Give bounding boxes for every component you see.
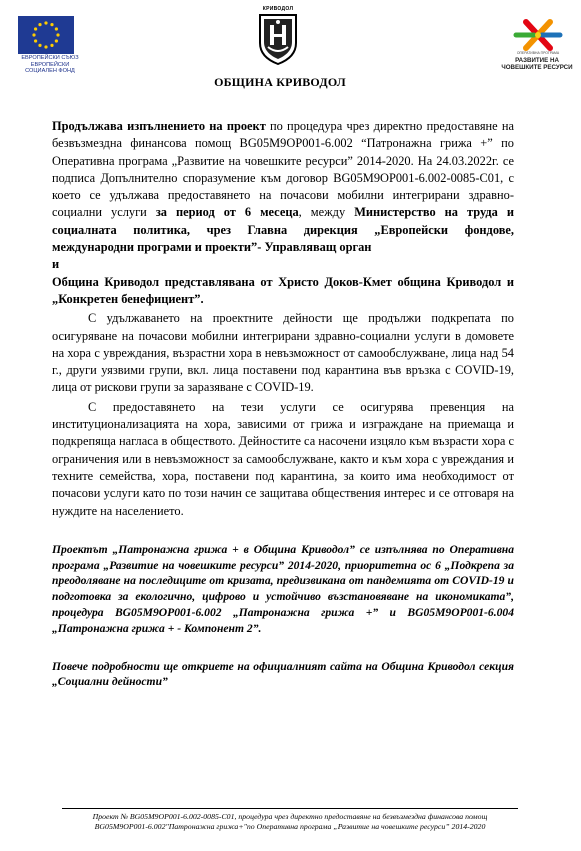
crest-label: КРИВОДОЛ	[262, 6, 294, 12]
eu-star-icon	[34, 27, 37, 30]
eu-star-icon	[44, 21, 47, 24]
eu-flag-icon	[18, 16, 74, 54]
eu-star-icon	[32, 33, 35, 36]
program-caption: РАЗВИТИЕ НА ЧОВЕШКИТЕ РЕСУРСИ	[501, 57, 573, 72]
eu-star-icon	[50, 23, 53, 26]
eu-star-icon	[50, 44, 53, 47]
document-body	[52, 118, 514, 690]
eu-star-icon	[55, 39, 58, 42]
eu-star-icon	[55, 27, 58, 30]
paragraph-beneficiary: Община Криводол представлявана от Христо Доков-Кмет община Криводол и „Конкретен бенефициент”.	[52, 274, 514, 306]
footnote: Проект № BG05M9OP001-6.002-0085-C01, процедура чрез директно предоставяне на безвъзмездна финансова помощ BG05M9OP001-6.002"Патронажна грижа+"по Оперативна програма „Развитие на човешките ресурси” 2014-2020	[92, 812, 488, 831]
municipality-crest-icon	[258, 13, 298, 65]
eu-star-icon	[56, 33, 59, 36]
municipality-name: ОБЩИНА КРИВОДОЛ	[214, 75, 346, 89]
paragraph-more-details: Повече подробности ще откриете на официалният сайта на Община Криводол секция „Социални дейности”	[52, 659, 514, 689]
human-resources-program-logo-icon	[512, 18, 564, 52]
paragraph-and: и	[52, 257, 60, 272]
eu-star-icon	[34, 39, 37, 42]
eu-star-icon	[38, 23, 41, 26]
eu-star-icon	[38, 44, 41, 47]
paragraph-project-extension: Продължава изпълнението на проект по процедура чрез директно предоставяне на безвъзмездна финансова помощ BG05M9OP001-6.002 “Патронажна грижа +” по Оперативна програма „Развитие на човешките ресурси” 2014-2020. На 24.03.2022г. се подписа Допълнително споразумение към договор BG05M9OP001-6.002-0085-C01, с което се удължава предоставянето на почасови мобилни интегрирани здравно-социални услуги за период от 6 месеца, между Министерство на труда и социалната политика, чрез Главна дирекция „Европейски фондове, международни програми и проекти”- Управляващ орган	[52, 119, 514, 255]
paragraph-prevention: С предоставянето на тези услуги се осигурява превенция на институционализацията на хора, зависими от грижа и изграждане на приемаща и подкрепяща нагласа в обществото. Дейностите са насочени изцяло към възрасти хора с ограничения или в невъзможност за самообслужване, както и към хора с увреждания и техните семейства, хора, поставени под карантина, за които има необходимост от почасови услуги като по този начин се защитава обществения интерес и се отговаря на нуждите на населението.	[52, 399, 514, 518]
document-header	[0, 0, 581, 100]
paragraph-program-info: Проектът „Патронажна грижа + в Община Криводол” се изпълнява по Оперативна програма „Развитие на човешките ресурси” 2014-2020, приоритетна ос 6 „Подкрепа за преодоляване на последиците от кризата, предизвикана от пандемията от COVID-19 и подготовка за екологично, цифрово и устойчиво възстановяване на икономиката”, процедура BG05M9OP001-6.002 „Патронажна грижа +” и BG05M9OP001-6.004 „Патронажна грижа + - Компонент 2”.	[52, 542, 514, 635]
paragraph-continued-support: С удължаването на проектните дейности ще продължи подкрепата по осигуряване на почасови мобилни интегрирани здравно-социални услуги в домовете на хора с увреждания, възрастни хора в невъзможност от самообслужване, лица над 54 г., други уязвими групи, вкл. лица поставени под карантина във връзка с COVID-19, лица от рискови групи за заразяване с COVID-19.	[52, 311, 514, 395]
footnote-divider	[62, 808, 518, 809]
eu-star-icon	[44, 45, 47, 48]
eu-caption: ЕВРОПЕЙСКИ СЪЮЗ ЕВРОПЕЙСКИ СОЦИАЛЕН ФОНД	[21, 55, 79, 75]
program-small-label: ОПЕРАТИВНА ПРОГРАМА	[516, 51, 560, 55]
